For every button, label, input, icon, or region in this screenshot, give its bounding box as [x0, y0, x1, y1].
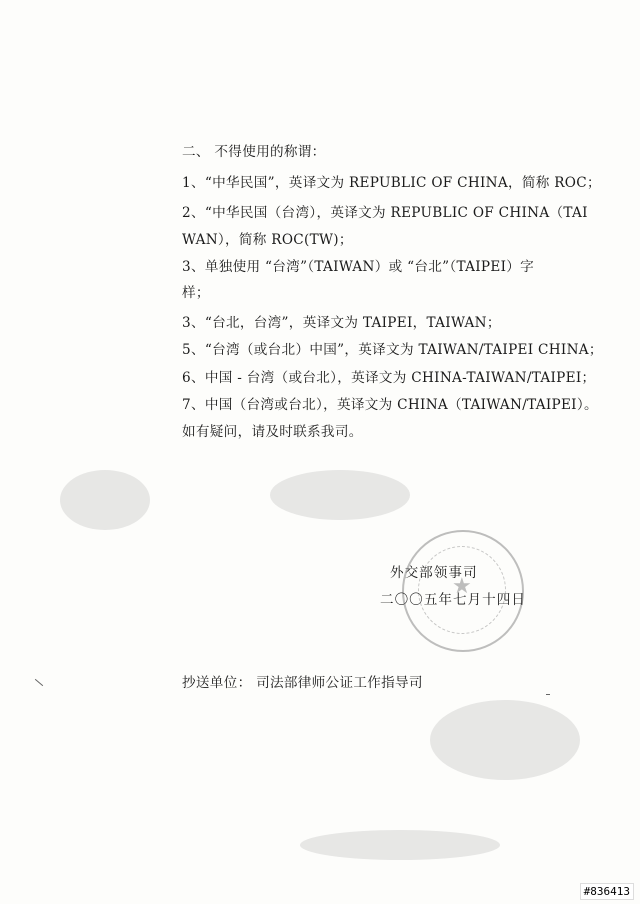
scan-noise — [60, 470, 150, 530]
scan-mark — [35, 679, 43, 686]
issue-date: 二〇〇五年七月十四日 — [380, 592, 526, 608]
cc-line: 抄送单位： 司法部律师公证工作指导司 — [182, 675, 423, 691]
list-item-4: 3、“台北，台湾”，英译文为 TAIPEI，TAIWAN； — [182, 315, 501, 331]
list-item-2: 2、“中华民国（台湾），英译文为 REPUBLIC OF CHINA（TAI — [182, 205, 588, 221]
closing-note: 如有疑问，请及时联系我司。 — [182, 424, 363, 440]
scan-mark — [546, 694, 550, 695]
seal-star-icon: ★ — [452, 574, 472, 599]
scan-noise — [300, 830, 500, 860]
list-item-3: 3、单独使用 “台湾”（TAIWAN）或 “台北”（TAIPEI）字 — [182, 259, 535, 275]
list-item-3-continued: 样； — [182, 285, 210, 301]
scan-noise — [270, 470, 410, 520]
list-item-1: 1、“中华民国”，英译文为 REPUBLIC OF CHINA，简称 ROC； — [182, 175, 601, 191]
list-item-5: 5、“台湾（或台北）中国”，英译文为 TAIWAN/TAIPEI CHINA； — [182, 342, 603, 358]
issuer-name: 外交部领事司 — [390, 565, 478, 581]
list-item-7: 7、中国（台湾或台北），英译文为 CHINA（TAIWAN/TAIPEI）。 — [182, 397, 598, 413]
watermark-id: #836413 — [580, 883, 634, 900]
section-heading: 二、 不得使用的称谓： — [182, 144, 326, 160]
list-item-6: 6、中国 - 台湾（或台北），英译文为 CHINA-TAIWAN/TAIPEI； — [182, 370, 596, 386]
scan-noise — [430, 700, 580, 780]
list-item-2-continued: WAN），简称 ROC(TW)； — [182, 232, 353, 248]
